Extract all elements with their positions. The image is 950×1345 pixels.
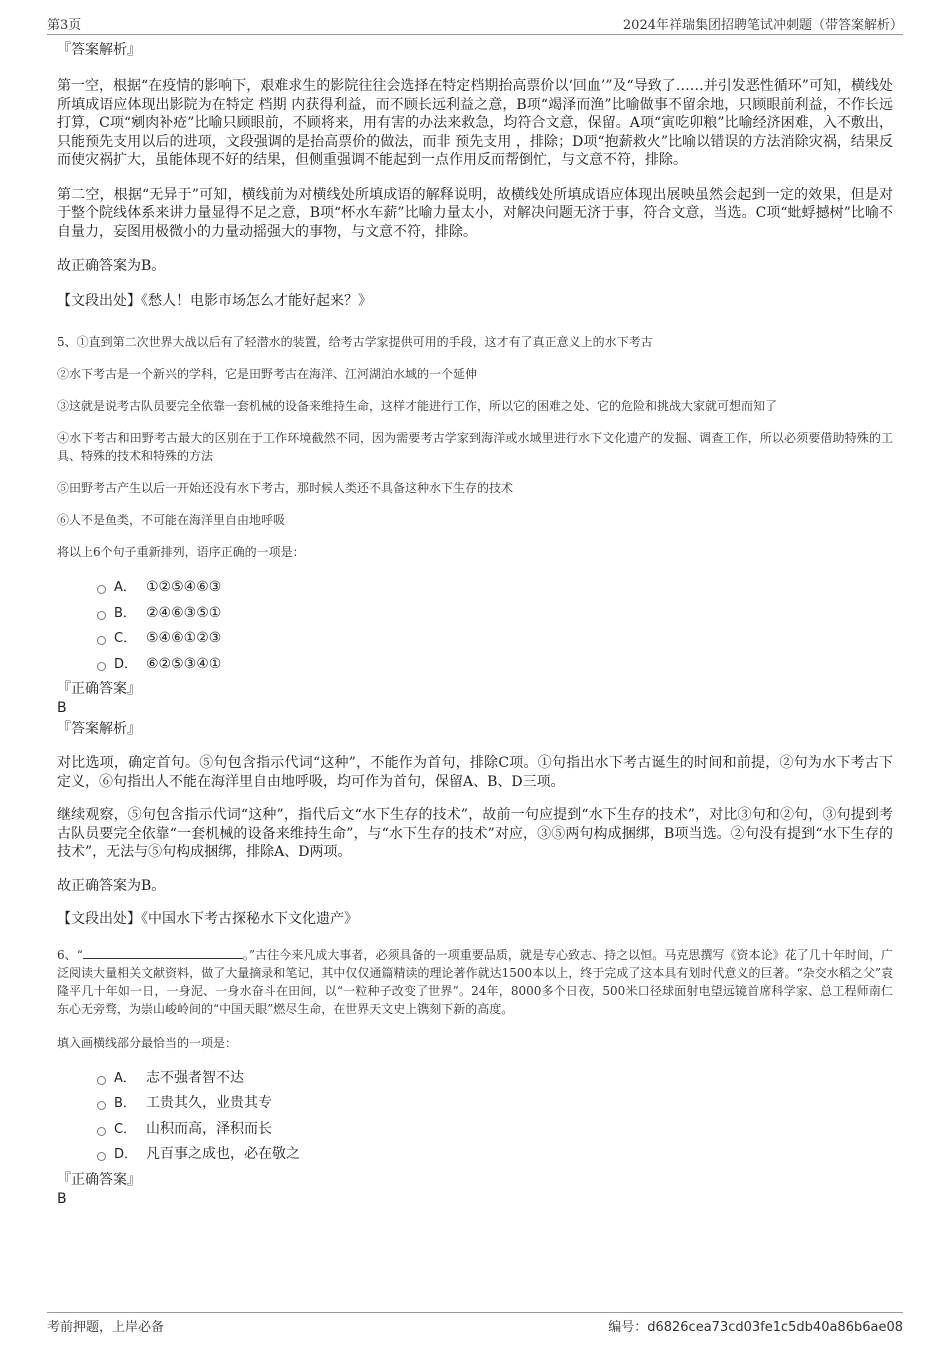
correct-answer-title: 『正确答案』 [57,1171,141,1188]
option-c[interactable] [97,626,893,652]
sentence-item: ③这就是说考古队员要完全依靠一套机械的设备来维持生命，这样才能进行工作，所以它的困难之处、它的危险和挑战大家就可想而知了 [57,399,778,413]
page-number: 第3页 [47,18,82,33]
page-header [47,12,903,35]
fill-blank [83,946,243,959]
option-text: 凡百事之成也，必在敬之 [146,1146,300,1162]
correct-answer: B [57,1190,67,1207]
radio-button[interactable] [97,636,106,645]
passage-source: 【文段出处】《愁人！电影市场怎么才能好起来？》 [57,292,372,309]
document-body [57,40,893,1208]
option-letter: D． [114,1147,138,1162]
option-letter: C． [114,1121,137,1137]
sentence-item: ②水下考古是一个新兴的学科，它是田野考古在海洋、江河湖泊水域的一个延伸 [57,367,478,381]
options-list [97,1066,893,1168]
conclusion: 故正确答案为B。 [57,877,166,894]
option-text: ⑥②⑤③④① [146,655,222,672]
correct-answer-title: 『正确答案』 [57,681,141,697]
option-letter: C． [114,631,137,646]
question-prompt: 将以上6个句子重新排列，语序正确的一项是： [57,545,305,559]
option-a[interactable] [97,1066,893,1092]
document-code [608,1316,903,1335]
option-b[interactable] [97,1091,893,1117]
option-d[interactable] [97,1142,893,1168]
conclusion: 故正确答案为B。 [57,258,166,274]
option-b[interactable] [97,601,893,627]
radio-button[interactable] [97,585,106,594]
options-list [97,575,893,677]
document-title: 2024年祥瑞集团招聘笔试冲刺题（带答案解析） [622,18,903,33]
radio-button[interactable] [97,1101,106,1110]
analysis-title: 『答案解析』 [57,42,141,58]
sentence-item: ④水下考古和田野考古最大的区别在于工作环境截然不同，因为需要考古学家到海洋或水域里进行水下文化遗产的发掘、调查工作，所以必须要借助特殊的工具、特殊的技术和特殊的方法 [57,431,893,463]
correct-answer: B [57,700,67,716]
option-a[interactable] [97,575,893,601]
option-text: ⑤④⑥①②③ [146,630,222,646]
option-text: 志不强者智不达 [146,1069,244,1086]
analysis-paragraph: 第二空，根据“无异于”可知，横线前为对横线处所填成语的解释说明，故横线处所填成语应体现出展映虽然会起到一定的效果，但是对于整个院线体系来讲力量显得不足之意，B项“杯水车薪”比喻力量太小，对解决问题无济于事，符合文意，当选。C项“蚍蜉撼树”比喻不自量力，妄图用极微小的力量动摇强大的事物，与文意不符，排除。 [57,186,893,240]
code-label: 编号： [608,1320,648,1335]
radio-button[interactable] [97,662,106,671]
option-letter: B． [114,1096,136,1111]
radio-button[interactable] [97,1076,106,1085]
question-prompt: 填入画横线部分最恰当的一项是： [57,1035,238,1050]
option-d[interactable] [97,652,893,678]
option-letter: A． [114,580,136,595]
analysis-title: 『答案解析』 [57,721,141,737]
radio-button[interactable] [97,1127,106,1136]
analysis-paragraph: 第一空，根据“在疫情的影响下，艰难求生的影院往往会选择在特定档期抬高票价以‘回血’”及“导致了……并引发恶性循环”可知，横线处所填成语应体现出影院为在特定 档期 内获得利益，而不顾长远利益之意，B项“竭泽而渔”比喻做事不留余地，只顾眼前利益，不作长远打算，C项“剜肉补疮”比喻只顾眼前，不顾将来，用有害的办法来救急，均符合文意，保留。A项“寅吃卯粮”比喻经济困难，入不敷出，只能预先支用以后的进项，文段强调的是抬高票价的做法，而非 预先支用 ，排除；D项“抱薪救火”比喻以错误的方法消除灾祸，结果反而使灾祸扩大，虽能体现不好的结果，但侧重强调不能起到一点作用反而帮倒忙，与文意不符，排除。 [57,78,893,168]
analysis-paragraph: 对比选项，确定首句。⑤句包含指示代词“这种”，不能作为首句，排除C项。①句指出水下考古诞生的时间和前提，②句为水下考古下定义，⑥句指出人不能在海洋里自由地呼吸，均可作为首句，保留A、B、D三项。 [57,755,893,790]
footer-slogan: 考前押题，上岸必备 [47,1320,165,1335]
sentence-item: ⑥人不是鱼类，不可能在海洋里自由地呼吸 [57,513,286,527]
page-footer [47,1312,903,1337]
option-text: 工贵其久，业贵其专 [146,1095,272,1111]
stem-text: 。”古往今来凡成大事者，必须具备的一项重要品质，就是专心致志、持之以恒。马克思撰写《资本论》花了几十年时间，广泛阅读大量相关文献资料，做了大量摘录和笔记，其中仅仅通篇精读的理论著作就达1500本以上，终于完成了这本具有划时代意义的巨著。“杂交水稻之父”袁隆平几十年如一日，一身泥、一身水奋斗在田间，以“一粒种子改变了世界”。24年，8000多个日夜，500米口径球面射电望远镜首席科学家、总工程师南仁东心无旁骛，为崇山峻岭间的“中国天眼”燃尽生命，在世界天文史上镌刻下新的高度。 [57,947,893,1016]
option-letter: B． [114,605,136,621]
option-text: ②④⑥③⑤① [146,604,222,621]
radio-button[interactable] [97,611,106,620]
analysis-paragraph: 继续观察，⑤句包含指示代词“这种”，指代后文“水下生存的技术”，故前一句应提到“水下生存的技术”，对比③句和②句，③句提到考古队员要完全依靠“一套机械的设备来维持生命”，与“水下生存的技术”对应，③⑤两句构成捆绑，B项当选。②句没有提到“水下生存的技术”，无法与⑤句构成捆绑，排除A、D两项。 [57,807,893,860]
option-text: 山积而高，泽积而长 [146,1120,272,1137]
stem-prefix: 6、“ [57,947,83,962]
question-stem: 5、①直到第二次世界大战以后有了轻潜水的装置，给考古学家提供可用的手段，这才有了真正意义上的水下考古 [57,335,653,349]
option-letter: A． [114,1070,136,1086]
option-c[interactable] [97,1117,893,1143]
sentence-item: ⑤田野考古产生以后一开始还没有水下考古，那时候人类还不具备这种水下生存的技术 [57,481,514,495]
question-stem [57,946,893,1018]
radio-button[interactable] [97,1152,106,1161]
option-text: ①②⑤④⑥③ [146,579,222,595]
code-value: d6826cea73cd03fe1c5db40a86b6ae08 [647,1320,903,1335]
option-letter: D． [114,656,138,672]
passage-source: 【文段出处】《中国水下考古探秘水下文化遗产》 [57,911,358,927]
